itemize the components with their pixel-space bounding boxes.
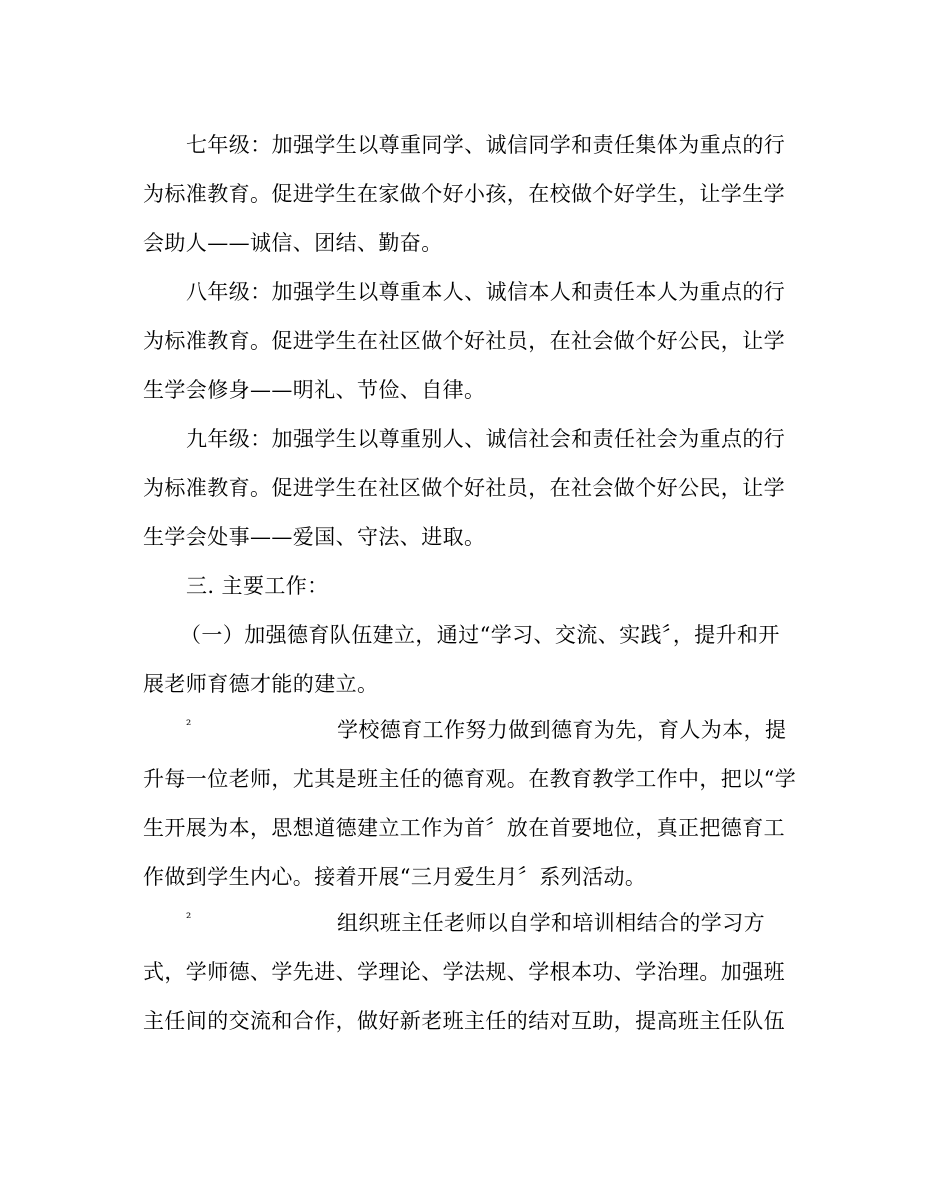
grade9-line-1: 九年级：加强学生以尊重别人、诚信社会和责任社会为重点的行: [186, 427, 786, 451]
bullet2-line-2: 式，学师德、学先进、学理论、学法规、学根本功、学治理。加强班: [143, 960, 785, 984]
grade9-line-2: 为标准教育。促进学生在社区做个好社员，在社会做个好公民，让学: [143, 476, 785, 500]
item1-line-1: （一）加强德育队伍建立，通过“学习、交流、实践〞，提升和开: [180, 623, 780, 647]
grade7-line-1: 七年级：加强学生以尊重同学、诚信同学和责任集体为重点的行: [186, 133, 786, 157]
bullet2-marker: ²: [186, 911, 192, 926]
grade7-line-3: 会助人——诚信、团结、勤奋。: [143, 231, 443, 255]
bullet2-line-3: 主任间的交流和合作，做好新老班主任的结对互助，提高班主任队伍: [143, 1009, 785, 1033]
bullet1-line-4: 作做到学生内心。接着开展“三月爱生月〞系列活动。: [143, 865, 647, 889]
grade8-line-2: 为标准教育。促进学生在社区做个好社员，在社会做个好公民，让学: [143, 329, 785, 353]
bullet1-line-2: 升每一位老师，尤其是班主任的德育观。在教育教学工作中，把以“学: [143, 767, 797, 791]
grade8-line-3: 生学会修身——明礼、节俭、自律。: [143, 378, 486, 402]
grade7-line-2: 为标准教育。促进学生在家做个好小孩，在校做个好学生，让学生学: [143, 182, 785, 206]
bullet1-line-3: 生开展为本，思想道德建立工作为首〞放在首要地位，真正把德育工: [143, 816, 785, 840]
bullet1-marker: ²: [186, 718, 192, 733]
bullet1-line-1: 学校德育工作努力做到德育为先，育人为本，提: [337, 718, 787, 742]
grade9-line-3: 生学会处事——爱国、守法、进取。: [143, 525, 486, 549]
section-heading: 三. 主要工作：: [186, 574, 329, 598]
bullet2-line-1: 组织班主任老师以自学和培训相结合的学习方: [337, 911, 765, 935]
item1-line-2: 展老师育德才能的建立。: [143, 672, 379, 696]
grade8-line-1: 八年级：加强学生以尊重本人、诚信本人和责任本人为重点的行: [186, 280, 786, 304]
